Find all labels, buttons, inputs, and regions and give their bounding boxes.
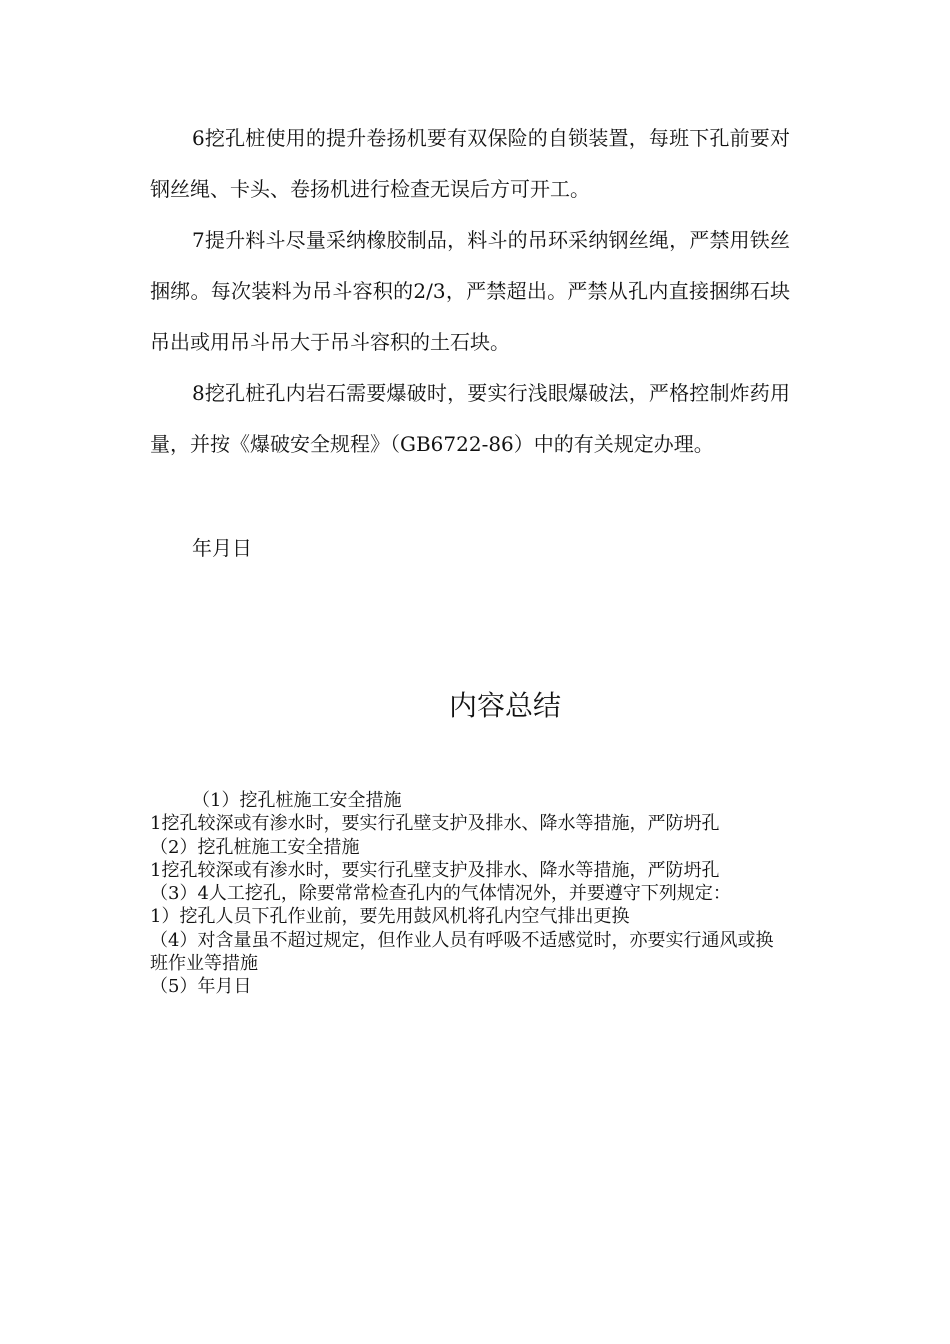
summary-title: 内容总结: [448, 689, 561, 722]
paragraph-item-6: 6挖孔桩使用的提升卷扬机要有双保险的自锁装置，每班下孔前要对钢丝绳、卡头、卷扬机进行检查无误后方可开工。: [150, 126, 790, 201]
summary-item: （2）挖孔桩施工安全措施: [150, 836, 360, 858]
date-line: 年月日: [192, 536, 252, 560]
summary-item: 1挖孔较深或有渗水时，要实行孔壁支护及排水、降水等措施，严防坍孔: [150, 813, 720, 835]
summary-item: （1）挖孔桩施工安全措施: [192, 790, 402, 811]
summary-item: 1）挖孔人员下孔作业前，要先用鼓风机将孔内空气排出更换: [150, 906, 630, 928]
summary-item: （3）4人工挖孔，除要常常检查孔内的气体情况外，并要遵守下列规定：: [150, 883, 731, 905]
summary-item: （4）对含量虽不超过规定，但作业人员有呼吸不适感觉时，亦要实行通风或换班作业等措施: [150, 929, 774, 975]
paragraph-item-7: 7提升料斗尽量采纳橡胶制品，料斗的吊环采纳钢丝绳，严禁用铁丝捆绑。每次装料为吊斗容积的2/3，严禁超出。严禁从孔内直接捆绑石块吊出或用吊斗吊大于吊斗容积的土石块。: [150, 228, 790, 354]
summary-item: （5）年月日: [150, 976, 252, 998]
paragraph-item-8: 8挖孔桩孔内岩石需要爆破时，要实行浅眼爆破法，严格控制炸药用量，并按《爆破安全规程》（GB6722-86）中的有关规定办理。: [150, 381, 790, 456]
summary-list: [150, 789, 790, 999]
summary-item: 1挖孔较深或有渗水时，要实行孔壁支护及排水、降水等措施，严防坍孔: [150, 859, 720, 881]
